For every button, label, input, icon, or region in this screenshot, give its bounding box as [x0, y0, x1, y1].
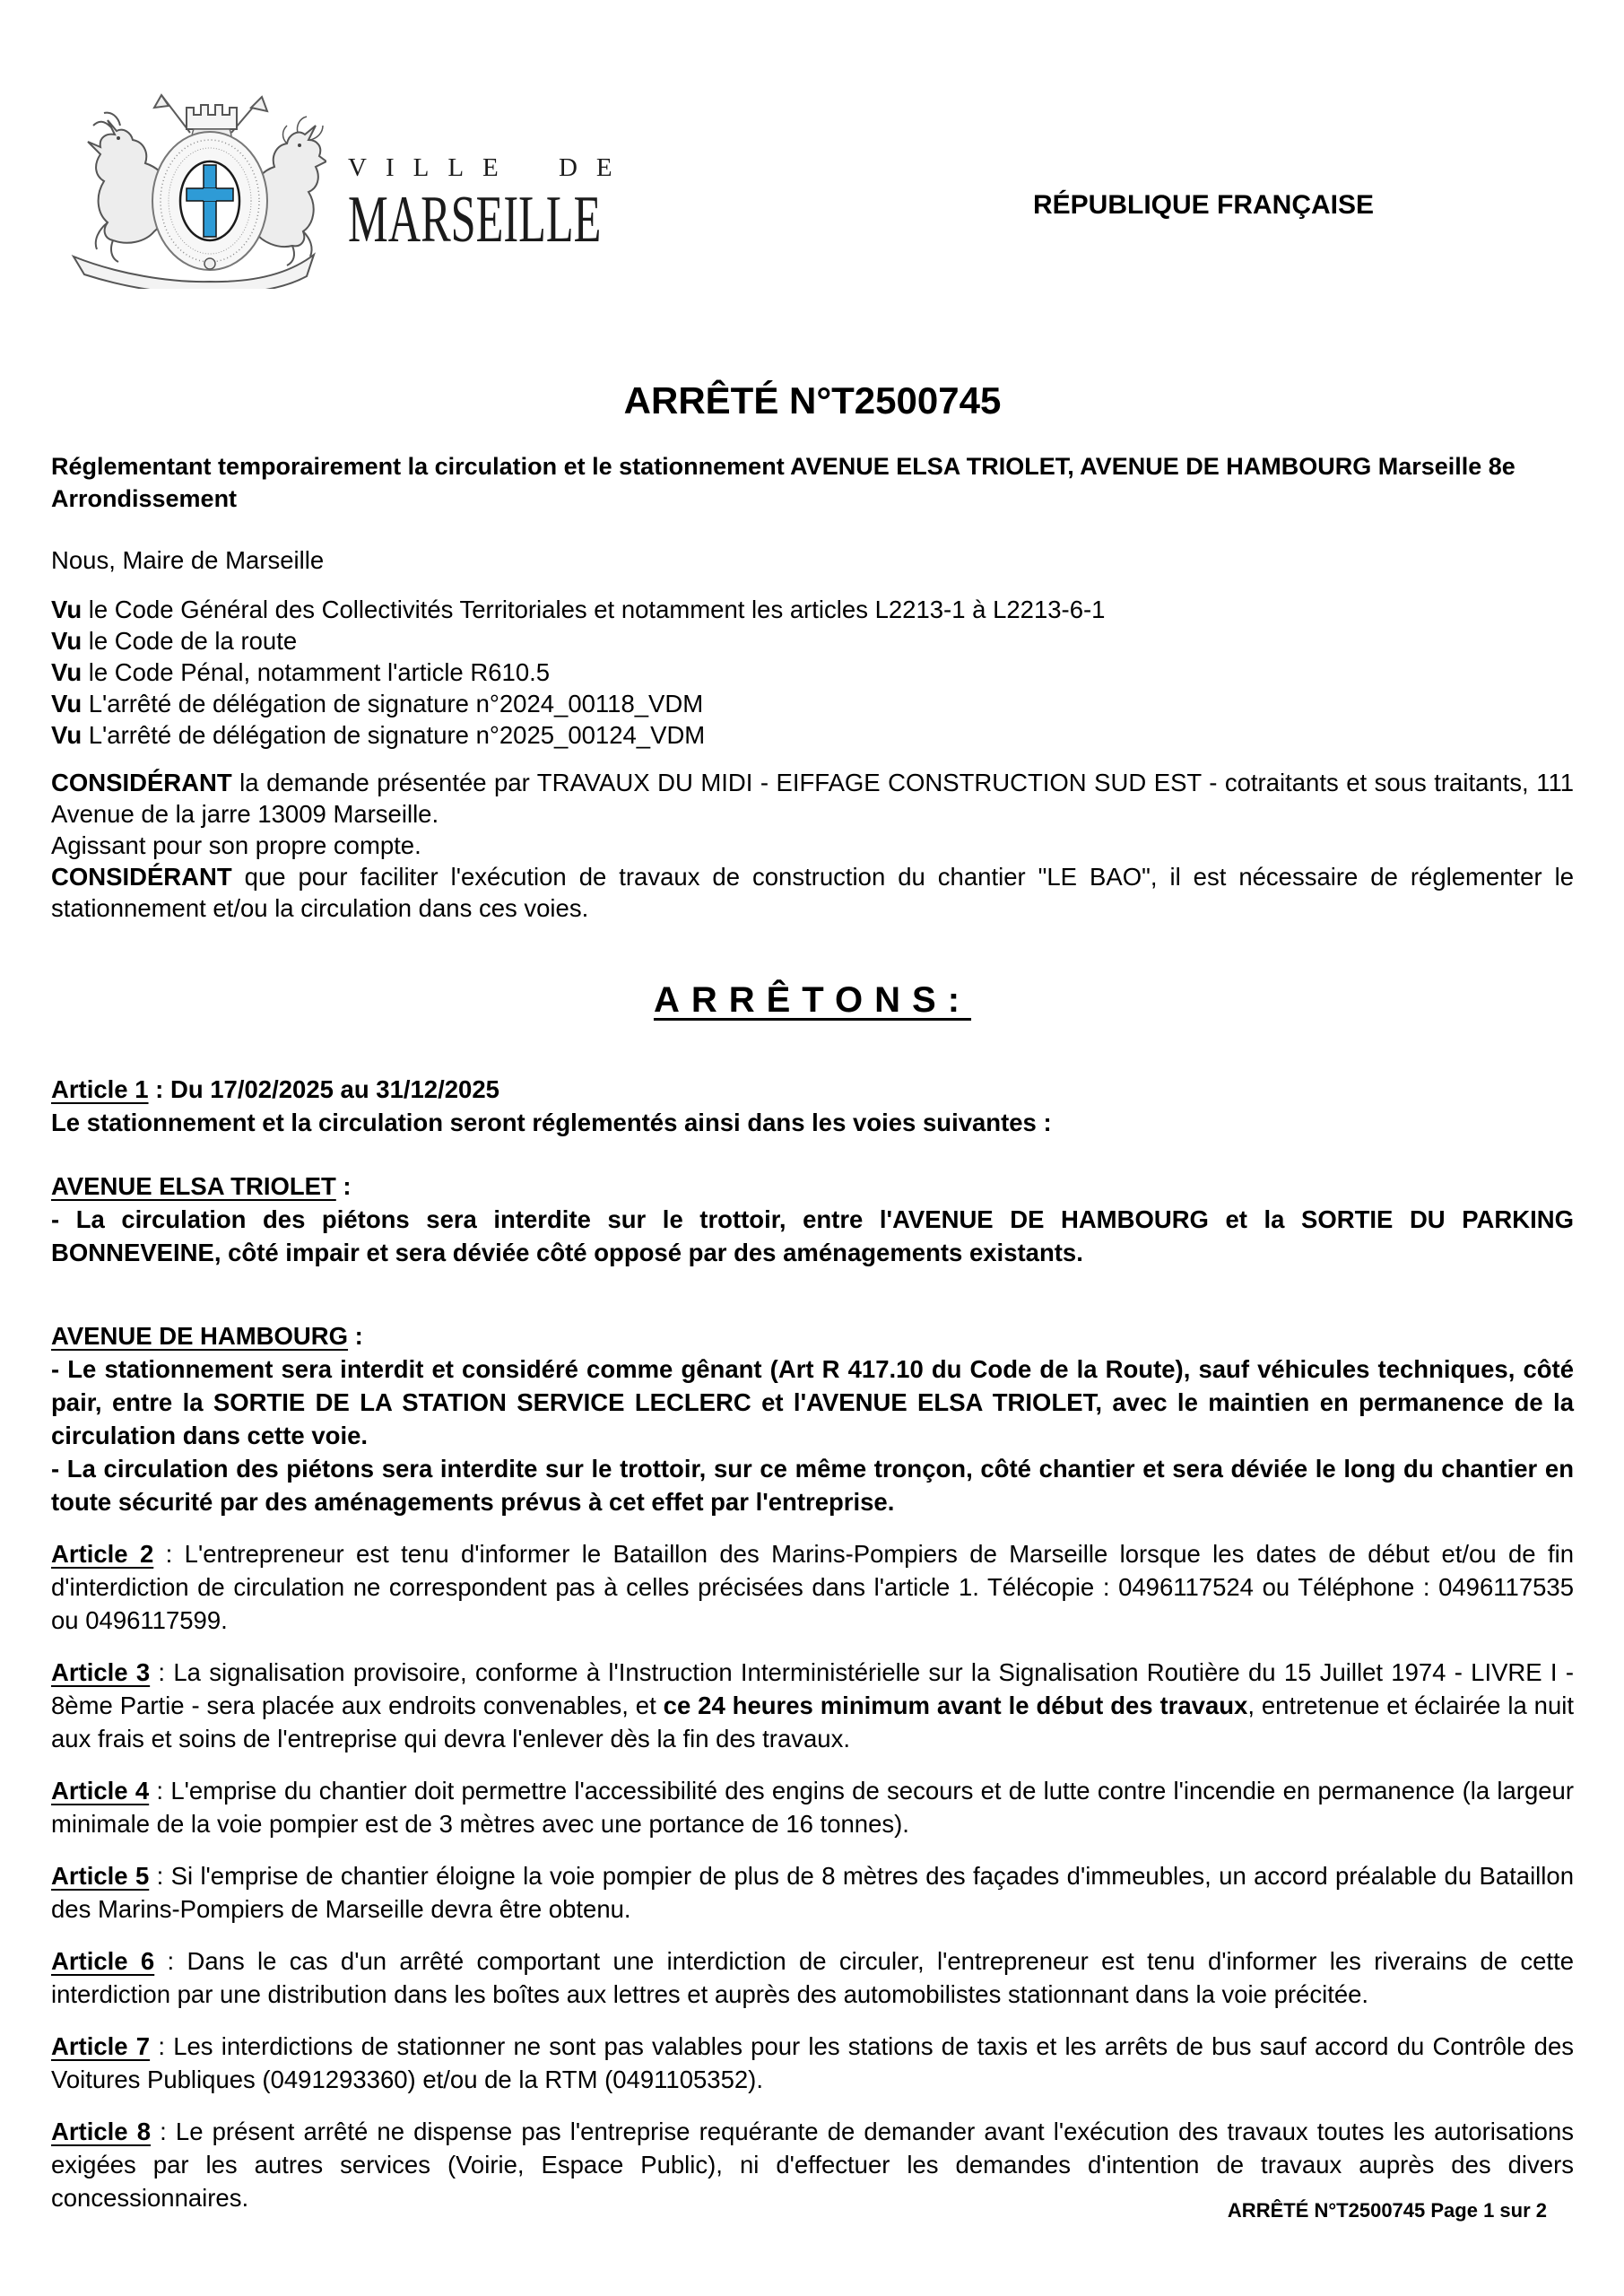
considerant-item: CONSIDÉRANT la demande présentée par TRAVAUX DU MIDI - EIFFAGE CONSTRUCTION SUD EST - cotraitants et sous traitants, 111 Avenue de la jarre 13009 Marseille. [51, 769, 1574, 828]
street-section [51, 1170, 1574, 1269]
article-label: Article 6 [51, 1947, 155, 1975]
considerant-item: Agissant pour son propre compte. [51, 831, 421, 859]
vu-item: Vu L'arrêté de délégation de signature n°2025_00124_VDM [51, 721, 706, 749]
vu-prefix: Vu [51, 690, 83, 718]
vu-prefix: Vu [51, 721, 83, 749]
marseille-logo [348, 152, 720, 257]
article-paragraph: Article 8 : Le présent arrêté ne dispense pas l'entreprise requérante de demander avant l'exécution des travaux toutes les autorisations exigées par les autres services (Voirie, Espace Public), ni d'effectuer les demandes d'intention de travaux auprès des divers concessionnaires. [51, 2118, 1574, 2212]
republique-francaise-label: RÉPUBLIQUE FRANÇAISE [1033, 190, 1375, 220]
page-footer: ARRÊTÉ N°T2500745 Page 1 sur 2 [1227, 2199, 1547, 2222]
intro-line: Nous, Maire de Marseille [51, 546, 325, 574]
street-name: AVENUE DE HAMBOURG [51, 1322, 349, 1350]
street-heading: AVENUE ELSA TRIOLET : [51, 1172, 352, 1200]
marseille-coat-of-arms-icon [56, 86, 326, 289]
article-paragraph: Article 6 : Dans le cas d'un arrêté comportant une interdiction de circuler, l'entrepreneur est tenu d'informer les riverains de cette interdiction par une distribution dans les boîtes aux lettres et auprès des automobilistes stationnant dans la voie précitée. [51, 1947, 1574, 2008]
article-paragraph: Article 3 : La signalisation provisoire, conforme à l'Instruction Interministérielle sur la Signalisation Routière du 15 Juillet 1974 - LIVRE I - 8ème Partie - sera placée aux endroits convenables, et ce 24 heures minimum avant le début des travaux, entretenue et éclairée la nuit aux frais et soins de l'entreprise qui devra l'enlever dès la fin des travaux. [51, 1658, 1574, 1752]
street-section [51, 1319, 1574, 1518]
vu-item: Vu le Code Général des Collectivités Territoriales et notamment les articles L2213-1 à L2213-6-1 [51, 596, 1106, 623]
considerant-item: CONSIDÉRANT que pour faciliter l'exécution de travaux de construction du chantier "LE BAO", il est nécessaire de réglementer le stationnement et/ou la circulation dans ces voies. [51, 863, 1574, 922]
vu-item: Vu le Code de la route [51, 627, 298, 655]
article-1-heading: Article 1 : Du 17/02/2025 au 31/12/2025 [51, 1075, 499, 1103]
articles-list [51, 1537, 1574, 2214]
article-label: Article 8 [51, 2118, 152, 2145]
considerant-list [51, 767, 1574, 924]
street-name: AVENUE ELSA TRIOLET [51, 1172, 336, 1200]
street-paragraph: - Le stationnement sera interdit et considéré comme gênant (Art R 417.10 du Code de la Route), sauf véhicules techniques, côté pair, entre la SORTIE DE LA STATION SERVICE LECLERC et l'AVENUE ELSA TRIOLET, avec le maintien en permanence de la circulation dans cette voie. [51, 1355, 1574, 1449]
arretons-heading: ARRÊTONS: [653, 980, 972, 1020]
article-paragraph: Article 4 : L'emprise du chantier doit permettre l'accessibilité des engins de secours et de lutte contre l'incendie en permanence (la largeur minimale de la voie pompier est de 3 mètres avec une portance de 16 tonnes). [51, 1777, 1575, 1838]
considerant-prefix: CONSIDÉRANT [51, 769, 232, 796]
vu-list [51, 594, 1574, 751]
article-paragraph: Article 2 : L'entrepreneur est tenu d'informer le Bataillon des Marins-Pompiers de Marseille lorsque les dates de début et/ou de fin d'interdiction de circulation ne correspondent pas à celles précisées dans l'article 1. Télécopie : 0496117524 ou Téléphone : 0496117535 ou 0496117599. [51, 1540, 1575, 1634]
vu-item: Vu le Code Pénal, notamment l'article R610.5 [51, 658, 551, 686]
article-label: Article 3 [51, 1658, 151, 1686]
article-paragraph: Article 7 : Les interdictions de stationner ne sont pas valables pour les stations de taxis et les arrêts de bus sauf accord du Contrôle des Voitures Publiques (0491293360) et/ou de la RTM (0491105352). [51, 2032, 1575, 2093]
article-paragraph: Article 5 : Si l'emprise de chantier éloigne la voie pompier de plus de 8 mètres des façades d'immeubles, un accord préalable du Bataillon des Marins-Pompiers de Marseille devra être obtenu. [51, 1862, 1574, 1923]
considerant-prefix: CONSIDÉRANT [51, 863, 232, 891]
vu-prefix: Vu [51, 627, 83, 655]
vu-prefix: Vu [51, 658, 83, 686]
crest-crown [187, 105, 237, 129]
page-title: ARRÊTÉ N°T2500745 [623, 379, 1002, 422]
street-paragraph: - La circulation des piétons sera interdite sur le trottoir, entre l'AVENUE DE HAMBOURG et la SORTIE DU PARKING BONNEVEINE, côté impair et sera déviée côté opposé par des aménagements existants. [51, 1205, 1574, 1266]
streets-sections [51, 1170, 1574, 1518]
article-1-label: Article 1 [51, 1075, 149, 1103]
logo-ville-de: VILLE DE [348, 153, 631, 182]
logo-marseille: MARSEILLE [348, 183, 602, 257]
article-label: Article 7 [51, 2032, 151, 2060]
vu-item: Vu L'arrêté de délégation de signature n°2024_00118_VDM [51, 690, 704, 718]
street-heading: AVENUE DE HAMBOURG : [51, 1322, 363, 1350]
article-bold-text: ce 24 heures minimum avant le début des travaux [663, 1692, 1248, 1719]
vu-prefix: Vu [51, 596, 83, 623]
article-label: Article 4 [51, 1777, 150, 1805]
article-label: Article 5 [51, 1862, 150, 1890]
article-1-line2: Le stationnement et la circulation seront réglementés ainsi dans les voies suivantes : [51, 1109, 1052, 1136]
article-label: Article 2 [51, 1540, 154, 1568]
subtitle: Réglementant temporairement la circulation et le stationnement AVENUE ELSA TRIOLET, AVENUE DE HAMBOURG Marseille 8e Arrondissement [51, 453, 1515, 512]
street-paragraph: - La circulation des piétons sera interdite sur le trottoir, sur ce même tronçon, côté chantier et sera déviée le long du chantier en toute sécurité par des aménagements prévus à cet effet par l'entreprise. [51, 1455, 1574, 1516]
